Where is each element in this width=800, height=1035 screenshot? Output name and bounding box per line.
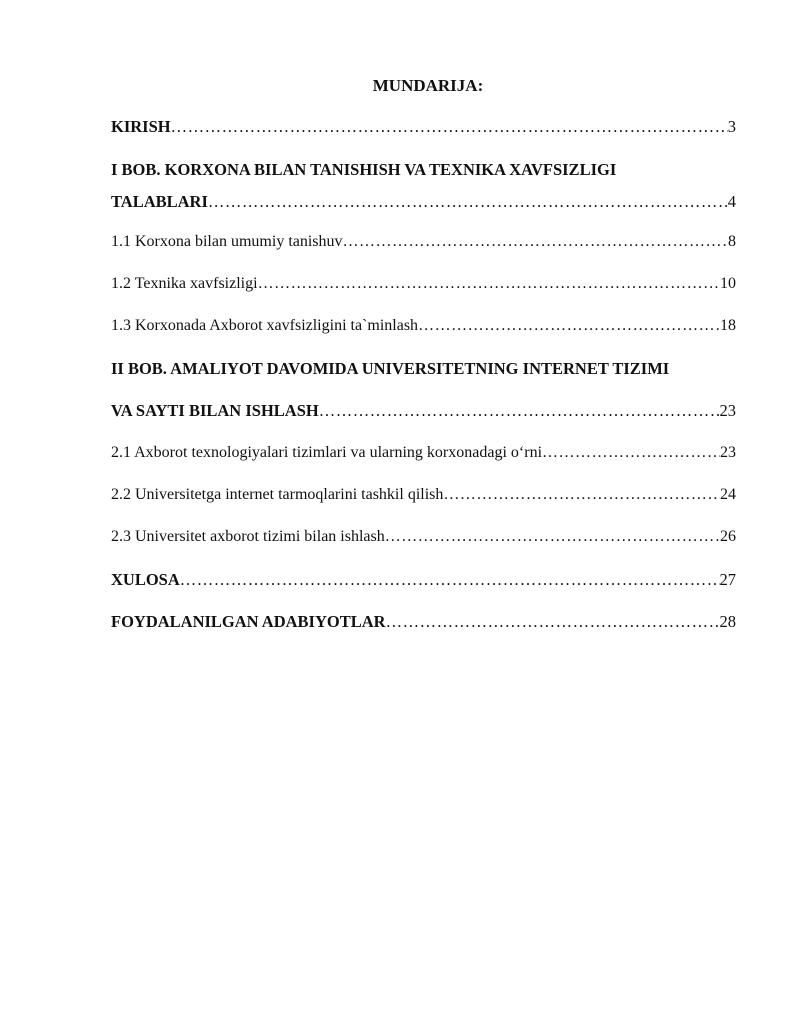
toc-leader-dots (385, 528, 720, 546)
toc-entry-2-1 (111, 444, 736, 462)
toc-page-number: 23 (719, 401, 736, 420)
toc-chapter-heading: I BOB. KORXONA BILAN TANISHISH VA TEXNIKA XAVFSIZLIGI (111, 160, 617, 179)
toc-entry-references (111, 612, 736, 632)
page-title: MUNDARIJA: (372, 76, 484, 95)
toc-entry-label: 1.3 Korxonada Axborot xavfsizligini ta`minlash (111, 317, 419, 334)
toc-leader-dots (343, 233, 728, 251)
toc-leader-dots (208, 192, 728, 212)
toc-entry-chapter-2 (111, 401, 736, 421)
toc-entry-1-3 (111, 317, 736, 335)
toc-leader-dots (258, 275, 720, 293)
toc-entry-label: XULOSA (111, 570, 180, 589)
toc-entry-label: KIRISH (111, 117, 171, 136)
toc-entry-label: 2.1 Axborot texnologiyalari tizimlari va ularning korxonadagi o‘rni (111, 444, 543, 461)
toc-leader-dots (180, 570, 720, 590)
toc-entry-label: VA SAYTI BILAN ISHLASH (111, 401, 319, 420)
toc-page-number: 4 (727, 192, 736, 211)
toc-entry-xulosa (111, 570, 736, 590)
toc-leader-dots (386, 612, 720, 632)
toc-leader-dots (418, 317, 720, 335)
toc-entry-label: FOYDALANILGAN ADABIYOTLAR (111, 612, 386, 631)
toc-entry-label: 2.2 Universitetga internet tarmoqlarini tashkil qilish (111, 486, 444, 503)
toc-page-number: 26 (720, 528, 736, 545)
toc-page-number: 3 (727, 117, 736, 136)
toc-page-number: 28 (719, 612, 736, 631)
toc-chapter-heading: II BOB. AMALIYOT DAVOMIDA UNIVERSITETNING INTERNET TIZIMI (111, 359, 670, 378)
toc-entry-label: TALABLARI (111, 192, 208, 211)
toc-entry-kirish (111, 117, 736, 137)
toc-page-number: 24 (720, 486, 736, 503)
toc-leader-dots (443, 486, 720, 504)
toc-page-number: 23 (720, 444, 736, 461)
toc-page-number: 27 (719, 570, 736, 589)
toc-leader-dots (319, 401, 720, 421)
toc-entry-label: 1.2 Texnika xavfsizligi (111, 275, 258, 292)
toc-entry-label: 1.1 Korxona bilan umumiy tanishuv (111, 233, 343, 250)
toc-entry-label: 2.3 Universitet axborot tizimi bilan ishlash (111, 528, 385, 545)
toc-entry-1-2 (111, 275, 736, 293)
toc-page-number: 18 (720, 317, 736, 334)
toc-leader-dots (171, 117, 728, 137)
toc-entry-2-2 (111, 486, 736, 504)
toc-entry-1-1 (111, 233, 736, 251)
toc-entry-chapter-1 (111, 192, 736, 212)
toc-page-number: 10 (720, 275, 736, 292)
toc-leader-dots (542, 444, 720, 462)
toc-page-number: 8 (728, 233, 736, 250)
toc-entry-2-3 (111, 528, 736, 546)
